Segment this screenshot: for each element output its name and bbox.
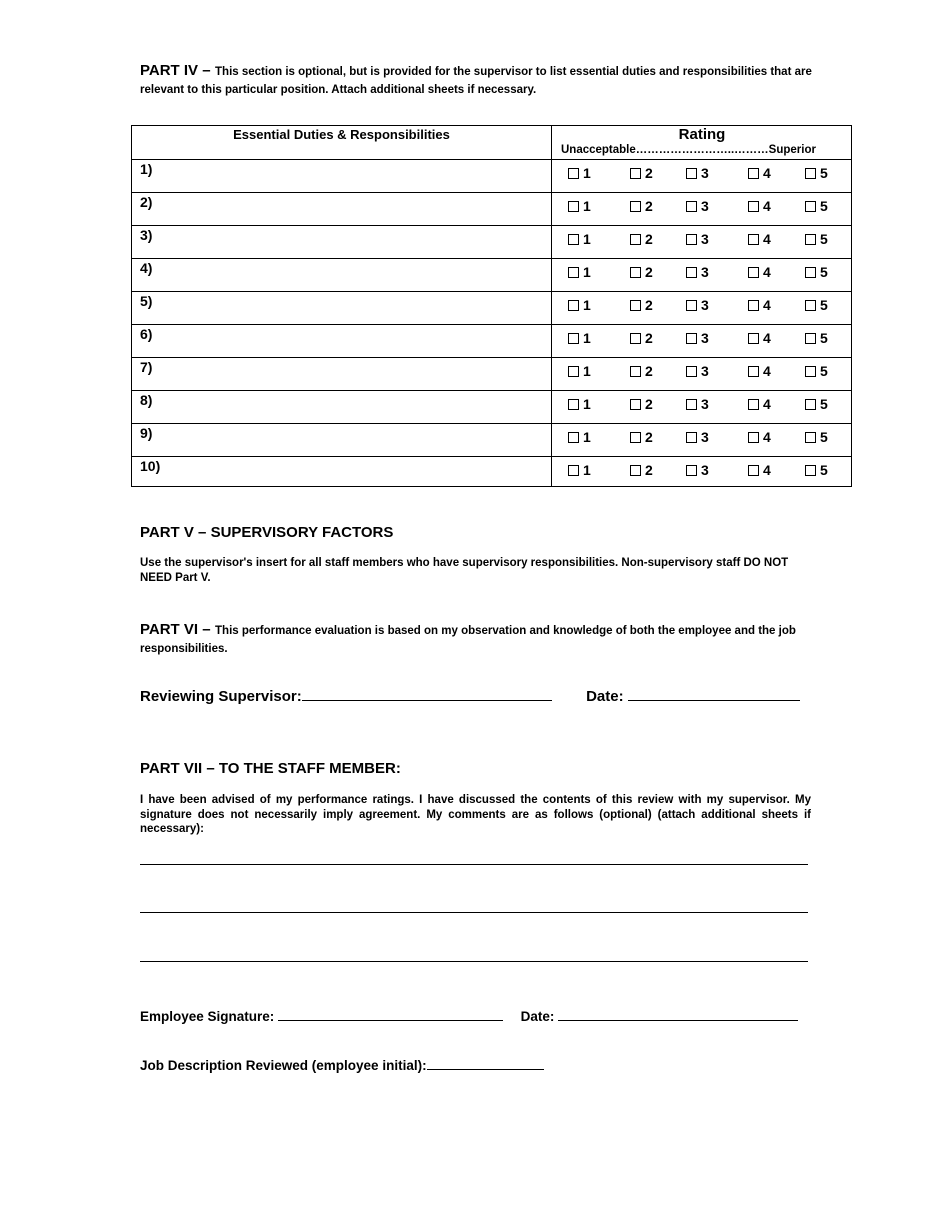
duty-number[interactable]: 5): [140, 293, 153, 309]
table-row: [132, 390, 851, 423]
rating-checkbox[interactable]: [568, 300, 579, 311]
duty-number[interactable]: 7): [140, 359, 153, 375]
rating-value: 2: [645, 462, 653, 478]
rating-checkbox[interactable]: [686, 168, 697, 179]
duty-number[interactable]: 9): [140, 425, 153, 441]
rating-value: 1: [583, 462, 591, 478]
rating-value: 3: [701, 297, 709, 313]
rating-checkbox[interactable]: [630, 168, 641, 179]
rating-value: 1: [583, 330, 591, 346]
rating-option-1[interactable]: [568, 165, 591, 181]
rating-value: 5: [820, 429, 828, 445]
duty-number[interactable]: 4): [140, 260, 153, 276]
employee-signature-label: Employee Signature:: [140, 1009, 275, 1024]
rating-option-1[interactable]: [568, 462, 591, 478]
rating-title: Rating: [678, 126, 726, 143]
rating-option-4[interactable]: [748, 198, 771, 214]
supervisor-date-label: Date:: [586, 688, 624, 705]
rating-checkbox[interactable]: [568, 465, 579, 476]
rating-checkbox[interactable]: [805, 201, 816, 212]
rating-option-1[interactable]: [568, 264, 591, 280]
rating-checkbox[interactable]: [748, 168, 759, 179]
rating-value: 3: [701, 330, 709, 346]
rating-option-5[interactable]: [805, 231, 828, 247]
reviewing-supervisor-label: Reviewing Supervisor:: [140, 688, 302, 705]
rating-value: 4: [763, 396, 771, 412]
rating-option-5[interactable]: [805, 363, 828, 379]
rating-value: 4: [763, 363, 771, 379]
rating-checkbox[interactable]: [686, 201, 697, 212]
rating-checkbox[interactable]: [630, 366, 641, 377]
rating-checkbox[interactable]: [630, 465, 641, 476]
rating-option-4[interactable]: [748, 429, 771, 445]
rating-value: 4: [763, 165, 771, 181]
rating-option-2[interactable]: [630, 165, 653, 181]
rating-value: 1: [583, 429, 591, 445]
duties-column-header: Essential Duties & Responsibilities: [233, 127, 450, 142]
rating-option-5[interactable]: [805, 462, 828, 478]
rating-value: 3: [701, 231, 709, 247]
comment-line-1[interactable]: [140, 864, 808, 865]
rating-checkbox[interactable]: [630, 234, 641, 245]
rating-value: 4: [763, 231, 771, 247]
rating-value: 1: [583, 198, 591, 214]
rating-value: 5: [820, 165, 828, 181]
employee-signature-field[interactable]: [278, 1008, 503, 1021]
employee-date-label: Date:: [520, 1009, 555, 1024]
rating-checkbox[interactable]: [805, 333, 816, 344]
rating-checkbox[interactable]: [630, 300, 641, 311]
rating-option-3[interactable]: [686, 330, 709, 346]
part-iv-text: This section is optional, but is provided for the supervisor to list essential duties and responsibilities that are relevant to this particular position. Attach additional sheets if necessary.: [140, 66, 812, 96]
part-v-text: Use the supervisor's insert for all staff members who have supervisory responsibilities. Non-supervisory staff DO NOT NEED Part V.: [140, 557, 789, 584]
rating-option-2[interactable]: [630, 429, 653, 445]
rating-value: 5: [820, 231, 828, 247]
rating-option-1[interactable]: [568, 297, 591, 313]
reviewing-supervisor-field[interactable]: [302, 688, 552, 701]
rating-option-5[interactable]: [805, 429, 828, 445]
rating-option-4[interactable]: [748, 330, 771, 346]
rating-checkbox[interactable]: [686, 234, 697, 245]
job-description-reviewed-line: [140, 1057, 544, 1073]
rating-value: 3: [701, 264, 709, 280]
rating-column-header: [552, 126, 852, 159]
rating-checkbox[interactable]: [748, 234, 759, 245]
rating-option-3[interactable]: [686, 297, 709, 313]
rating-option-4[interactable]: [748, 297, 771, 313]
table-row: [132, 423, 851, 456]
rating-checkbox[interactable]: [568, 168, 579, 179]
rating-value: 2: [645, 429, 653, 445]
rating-checkbox[interactable]: [568, 399, 579, 410]
rating-option-4[interactable]: [748, 264, 771, 280]
rating-checkbox[interactable]: [686, 300, 697, 311]
rating-option-3[interactable]: [686, 198, 709, 214]
rating-checkbox[interactable]: [748, 300, 759, 311]
rating-value: 5: [820, 396, 828, 412]
rating-option-3[interactable]: [686, 264, 709, 280]
rating-value: 1: [583, 297, 591, 313]
comment-line-2[interactable]: [140, 912, 808, 913]
rating-value: 5: [820, 363, 828, 379]
job-description-reviewed-label: Job Description Reviewed (employee initial):: [140, 1058, 427, 1073]
table-row: [132, 357, 851, 390]
rating-value: 3: [701, 363, 709, 379]
rating-checkbox[interactable]: [568, 366, 579, 377]
rating-value: 3: [701, 165, 709, 181]
supervisor-date-field[interactable]: [628, 688, 800, 701]
rating-option-1[interactable]: [568, 363, 591, 379]
part-iv-label: PART IV –: [140, 62, 211, 79]
rating-checkbox[interactable]: [748, 432, 759, 443]
part-iv-intro: [140, 62, 840, 98]
rating-value: 4: [763, 429, 771, 445]
rating-option-3[interactable]: [686, 165, 709, 181]
part-vi-label: PART VI –: [140, 621, 211, 638]
employee-date-field[interactable]: [558, 1008, 798, 1021]
rating-checkbox[interactable]: [630, 432, 641, 443]
rating-value: 4: [763, 462, 771, 478]
table-row: [132, 192, 851, 225]
employee-signature-line: [140, 1008, 798, 1024]
rating-value: 2: [645, 297, 653, 313]
rating-option-5[interactable]: [805, 330, 828, 346]
rating-value: 5: [820, 264, 828, 280]
duty-number[interactable]: 1): [140, 161, 153, 177]
rating-value: 2: [645, 330, 653, 346]
rating-option-3[interactable]: [686, 231, 709, 247]
rating-checkbox[interactable]: [630, 267, 641, 278]
rating-checkbox[interactable]: [568, 267, 579, 278]
rating-value: 2: [645, 264, 653, 280]
supervisor-signature-line: [140, 688, 800, 705]
part-vii-title: PART VII – TO THE STAFF MEMBER:: [140, 760, 401, 777]
employee-initial-field[interactable]: [427, 1057, 544, 1070]
rating-checkbox[interactable]: [630, 399, 641, 410]
rating-value: 5: [820, 297, 828, 313]
rating-option-1[interactable]: [568, 330, 591, 346]
rating-option-3[interactable]: [686, 396, 709, 412]
rating-value: 5: [820, 330, 828, 346]
table-row: [132, 159, 851, 192]
rating-checkbox[interactable]: [568, 333, 579, 344]
rating-value: 1: [583, 165, 591, 181]
rating-checkbox[interactable]: [686, 267, 697, 278]
rating-value: 4: [763, 264, 771, 280]
rating-checkbox[interactable]: [748, 399, 759, 410]
rating-option-1[interactable]: [568, 231, 591, 247]
rating-checkbox[interactable]: [686, 333, 697, 344]
table-row: [132, 456, 851, 489]
comment-line-3[interactable]: [140, 961, 808, 962]
rating-option-4[interactable]: [748, 363, 771, 379]
part-vi-text: This performance evaluation is based on my observation and knowledge of both the employee and the job responsibilities.: [140, 625, 796, 655]
rating-option-2[interactable]: [630, 330, 653, 346]
rating-option-2[interactable]: [630, 297, 653, 313]
rating-checkbox[interactable]: [686, 366, 697, 377]
rating-value: 2: [645, 198, 653, 214]
rating-checkbox[interactable]: [568, 201, 579, 212]
rating-value: 2: [645, 165, 653, 181]
rating-option-1[interactable]: [568, 198, 591, 214]
rating-value: 5: [820, 198, 828, 214]
rating-option-2[interactable]: [630, 264, 653, 280]
rating-option-2[interactable]: [630, 231, 653, 247]
rating-checkbox[interactable]: [748, 465, 759, 476]
duty-number[interactable]: 10): [140, 458, 161, 474]
rating-checkbox[interactable]: [805, 432, 816, 443]
part-vi-intro: [140, 621, 820, 657]
rating-value: 3: [701, 462, 709, 478]
rating-value: 4: [763, 297, 771, 313]
rating-option-2[interactable]: [630, 396, 653, 412]
rating-option-4[interactable]: [748, 396, 771, 412]
rating-option-5[interactable]: [805, 396, 828, 412]
part-vii-text: I have been advised of my performance ratings. I have discussed the contents of this review with my supervisor. My signature does not necessarily imply agreement. My comments are as follows (optional) (attach additional sheets if necessary):: [140, 794, 811, 835]
table-row: [132, 258, 851, 291]
part-v-title: PART V – SUPERVISORY FACTORS: [140, 524, 394, 541]
rating-checkbox[interactable]: [568, 432, 579, 443]
rating-option-5[interactable]: [805, 198, 828, 214]
rating-checkbox[interactable]: [686, 432, 697, 443]
rating-value: 2: [645, 396, 653, 412]
rating-value: 4: [763, 198, 771, 214]
rating-checkbox[interactable]: [805, 399, 816, 410]
essential-duties-table: [131, 125, 852, 487]
rating-value: 1: [583, 396, 591, 412]
rating-value: 2: [645, 363, 653, 379]
rating-option-1[interactable]: [568, 396, 591, 412]
rating-option-5[interactable]: [805, 297, 828, 313]
rating-checkbox[interactable]: [568, 234, 579, 245]
rating-checkbox[interactable]: [805, 300, 816, 311]
rating-value: 2: [645, 231, 653, 247]
duty-number[interactable]: 6): [140, 326, 153, 342]
duty-number[interactable]: 8): [140, 392, 153, 408]
rating-value: 3: [701, 396, 709, 412]
rating-value: 5: [820, 462, 828, 478]
rating-value: 3: [701, 429, 709, 445]
rating-checkbox[interactable]: [748, 201, 759, 212]
rating-checkbox[interactable]: [805, 234, 816, 245]
duty-number[interactable]: 2): [140, 194, 153, 210]
table-row: [132, 225, 851, 258]
rating-value: 4: [763, 330, 771, 346]
rating-scale: Unacceptable……………………..………Superior: [561, 144, 816, 156]
rating-checkbox[interactable]: [805, 366, 816, 377]
rating-value: 1: [583, 363, 591, 379]
table-row: [132, 324, 851, 357]
table-row: [132, 291, 851, 324]
rating-option-5[interactable]: [805, 264, 828, 280]
duty-number[interactable]: 3): [140, 227, 153, 243]
rating-option-3[interactable]: [686, 462, 709, 478]
rating-option-4[interactable]: [748, 462, 771, 478]
rating-option-4[interactable]: [748, 165, 771, 181]
rating-value: 1: [583, 264, 591, 280]
rating-checkbox[interactable]: [630, 333, 641, 344]
rating-option-2[interactable]: [630, 198, 653, 214]
rating-option-2[interactable]: [630, 462, 653, 478]
rating-checkbox[interactable]: [748, 267, 759, 278]
rating-option-5[interactable]: [805, 165, 828, 181]
rating-option-4[interactable]: [748, 231, 771, 247]
rating-checkbox[interactable]: [748, 333, 759, 344]
rating-option-1[interactable]: [568, 429, 591, 445]
rating-checkbox[interactable]: [805, 267, 816, 278]
rating-option-3[interactable]: [686, 429, 709, 445]
rating-checkbox[interactable]: [686, 399, 697, 410]
rating-checkbox[interactable]: [630, 201, 641, 212]
rating-checkbox[interactable]: [805, 168, 816, 179]
rating-option-3[interactable]: [686, 363, 709, 379]
rating-value: 1: [583, 231, 591, 247]
rating-checkbox[interactable]: [748, 366, 759, 377]
rating-option-2[interactable]: [630, 363, 653, 379]
rating-checkbox[interactable]: [686, 465, 697, 476]
rating-checkbox[interactable]: [805, 465, 816, 476]
rating-value: 3: [701, 198, 709, 214]
